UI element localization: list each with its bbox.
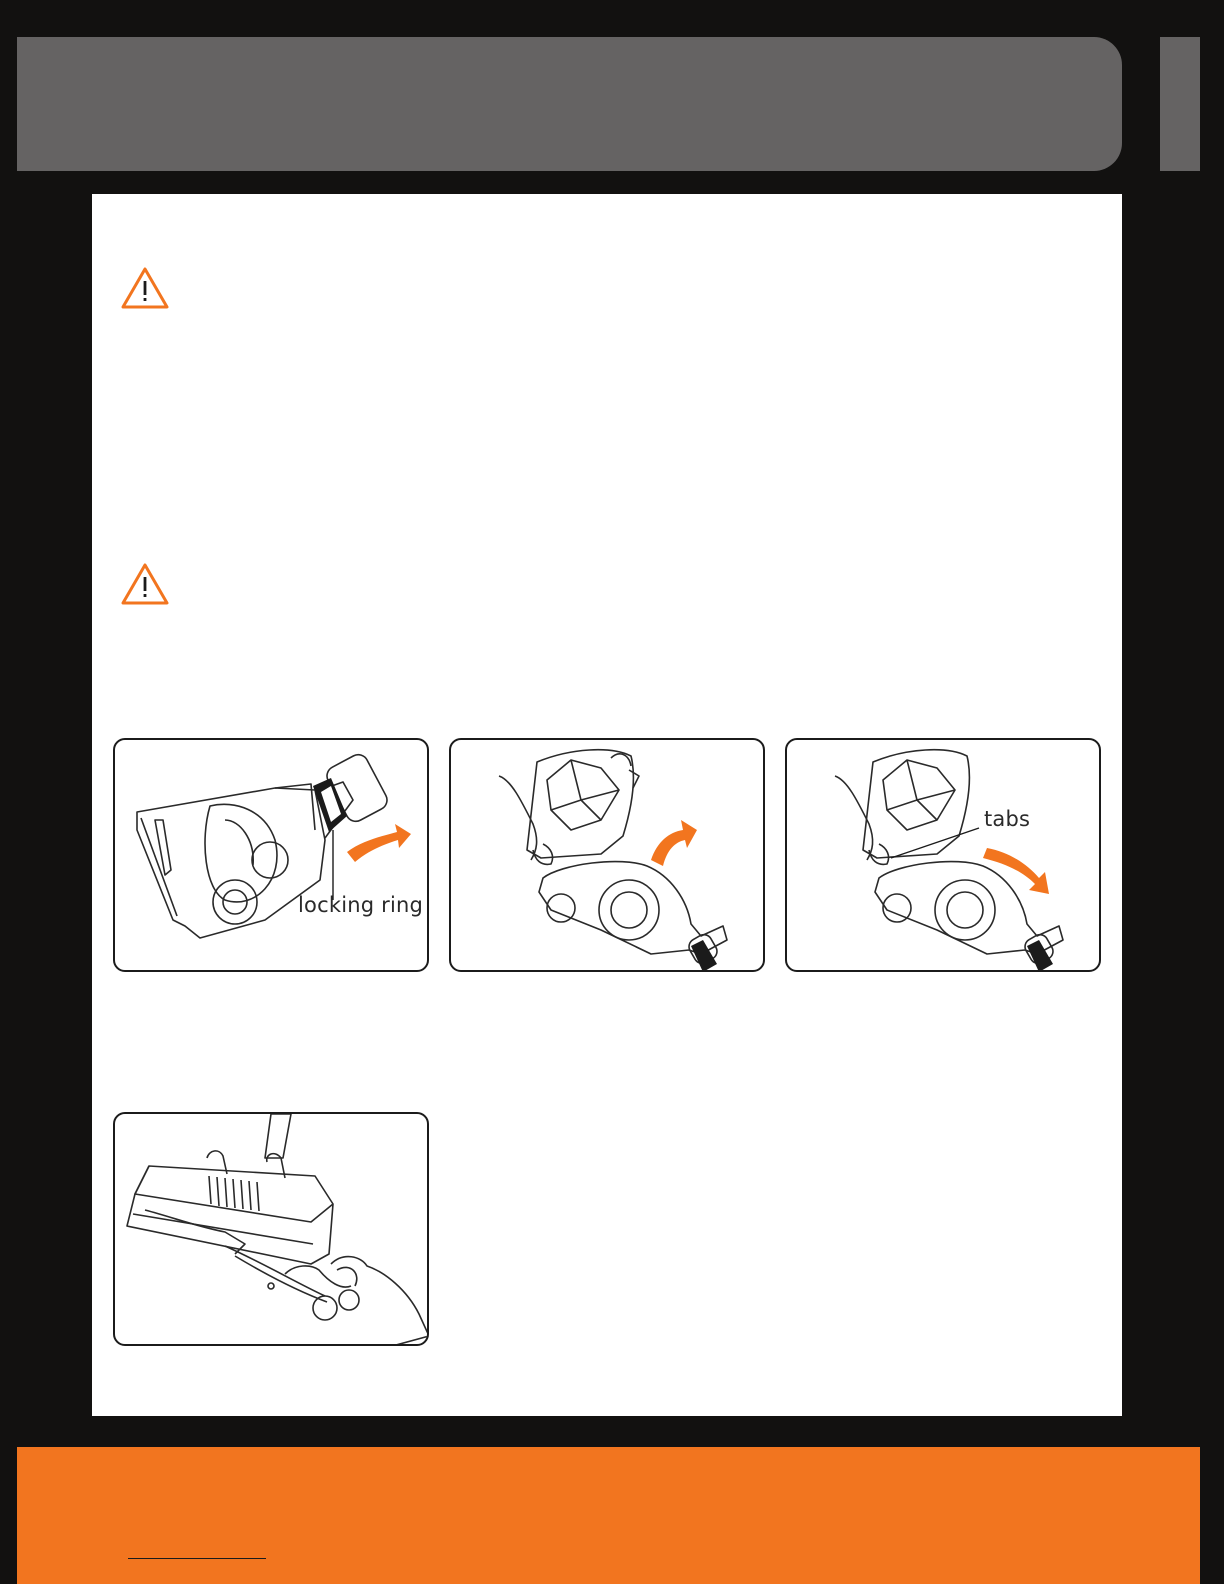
brushroll-scissors-illustration [115, 1114, 429, 1346]
tabs-label: tabs [984, 807, 1031, 831]
footer-bar [17, 1447, 1200, 1584]
figure-cut-brushroll-threads [113, 1112, 429, 1346]
figure-remove-locking-ring [113, 738, 429, 972]
turbo-brush-illustration [115, 740, 429, 972]
locking-ring-label: locking ring [298, 893, 424, 917]
figure-replace-cover-tabs [785, 738, 1101, 972]
header-tab [1160, 37, 1200, 171]
turbo-brush-cover-illustration [451, 740, 765, 972]
turbo-brush-tabs-illustration [787, 740, 1101, 972]
warning-triangle-icon [120, 266, 170, 310]
figure-lift-cover [449, 738, 765, 972]
warning-triangle-icon [120, 562, 170, 606]
header-bar [17, 37, 1122, 171]
footer-rule [128, 1558, 266, 1559]
